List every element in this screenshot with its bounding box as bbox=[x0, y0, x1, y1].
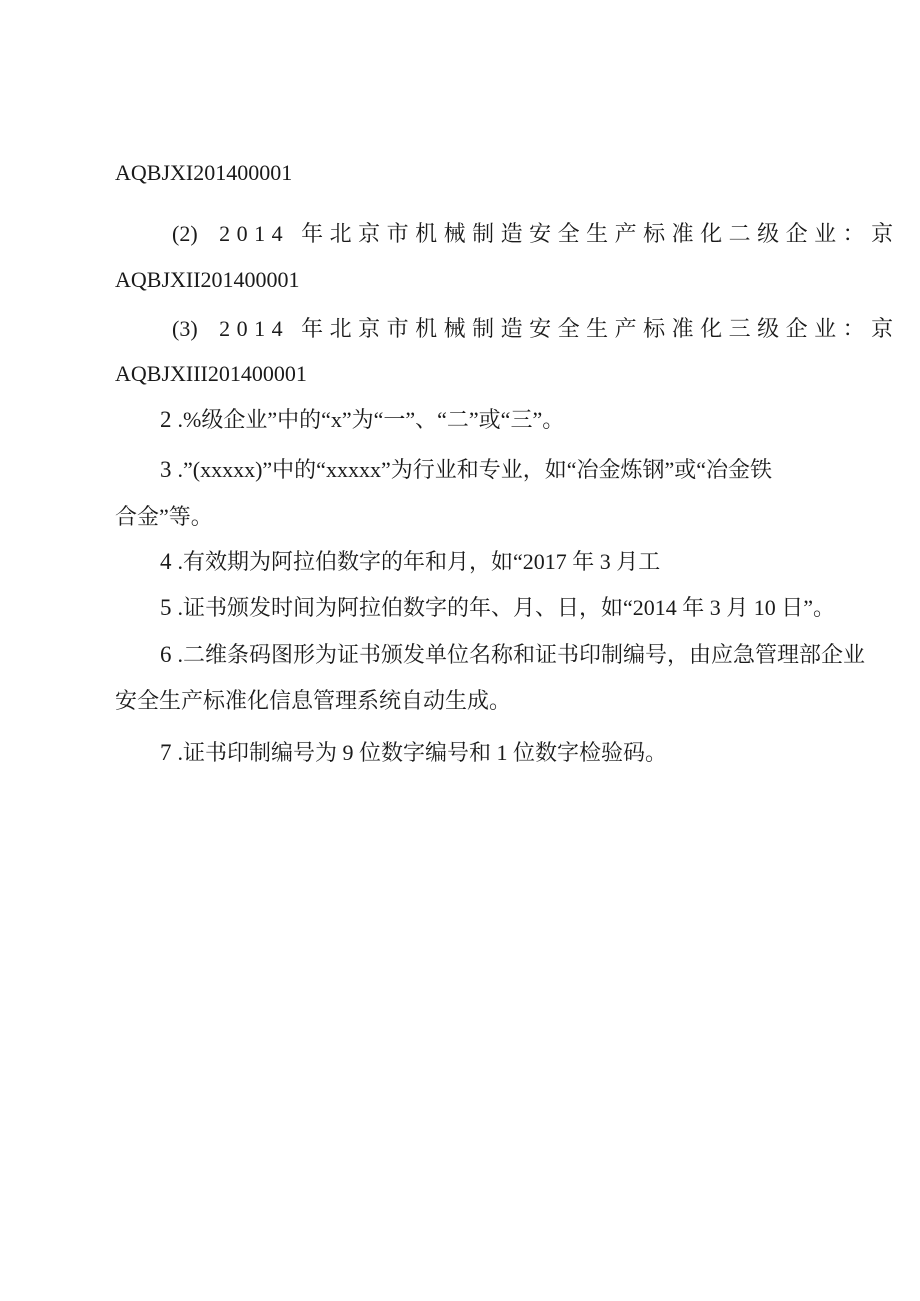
note-3 bbox=[160, 455, 772, 485]
note-6-continuation: 安全生产标准化信息管理系统自动生成。 bbox=[115, 688, 512, 713]
list-item-2 bbox=[172, 219, 900, 249]
note-5-text: .证书颁发时间为阿拉伯数字的年、月、日，如“2014 年 3 月 10 日”。 bbox=[177, 595, 836, 620]
note-2-text: .%级企业”中的“x”为“一”、“二”或“三”。 bbox=[177, 407, 565, 432]
certificate-code-line-3: AQBJXIII201400001 bbox=[115, 361, 307, 386]
note-6-number: 6 bbox=[160, 642, 172, 667]
certificate-code-line-2: AQBJXII201400001 bbox=[115, 267, 300, 292]
list-item-2-label: (2) bbox=[172, 221, 198, 246]
note-6 bbox=[160, 640, 865, 670]
note-4-number: 4 bbox=[160, 549, 172, 574]
note-7-number: 7 bbox=[160, 740, 172, 765]
certificate-code-line-1: AQBJXI201400001 bbox=[115, 160, 293, 185]
note-2-number: 2 bbox=[160, 407, 172, 432]
note-4 bbox=[160, 547, 660, 577]
note-5-number: 5 bbox=[160, 595, 172, 620]
note-7 bbox=[160, 738, 667, 768]
note-3-text: .”(xxxxx)”中的“xxxxx”为行业和专业，如“冶金炼钢”或“冶金铁 bbox=[177, 457, 773, 482]
note-6-text: .二维条码图形为证书颁发单位名称和证书印制编号，由应急管理部企业 bbox=[177, 642, 866, 667]
note-7-text: .证书印制编号为 9 位数字编号和 1 位数字检验码。 bbox=[177, 740, 668, 765]
note-4-text: .有效期为阿拉伯数字的年和月，如“2017 年 3 月工 bbox=[177, 549, 661, 574]
note-5 bbox=[160, 593, 835, 623]
note-3-number: 3 bbox=[160, 457, 172, 482]
list-item-3 bbox=[172, 314, 900, 344]
note-3-continuation: 合金”等。 bbox=[115, 504, 213, 529]
note-2 bbox=[160, 405, 564, 435]
list-item-2-text: 2014 年北京市机械制造安全生产标准化二级企业：京 bbox=[219, 221, 900, 246]
list-item-3-text: 2014 年北京市机械制造安全生产标准化三级企业：京 bbox=[219, 316, 900, 341]
list-item-3-label: (3) bbox=[172, 316, 198, 341]
